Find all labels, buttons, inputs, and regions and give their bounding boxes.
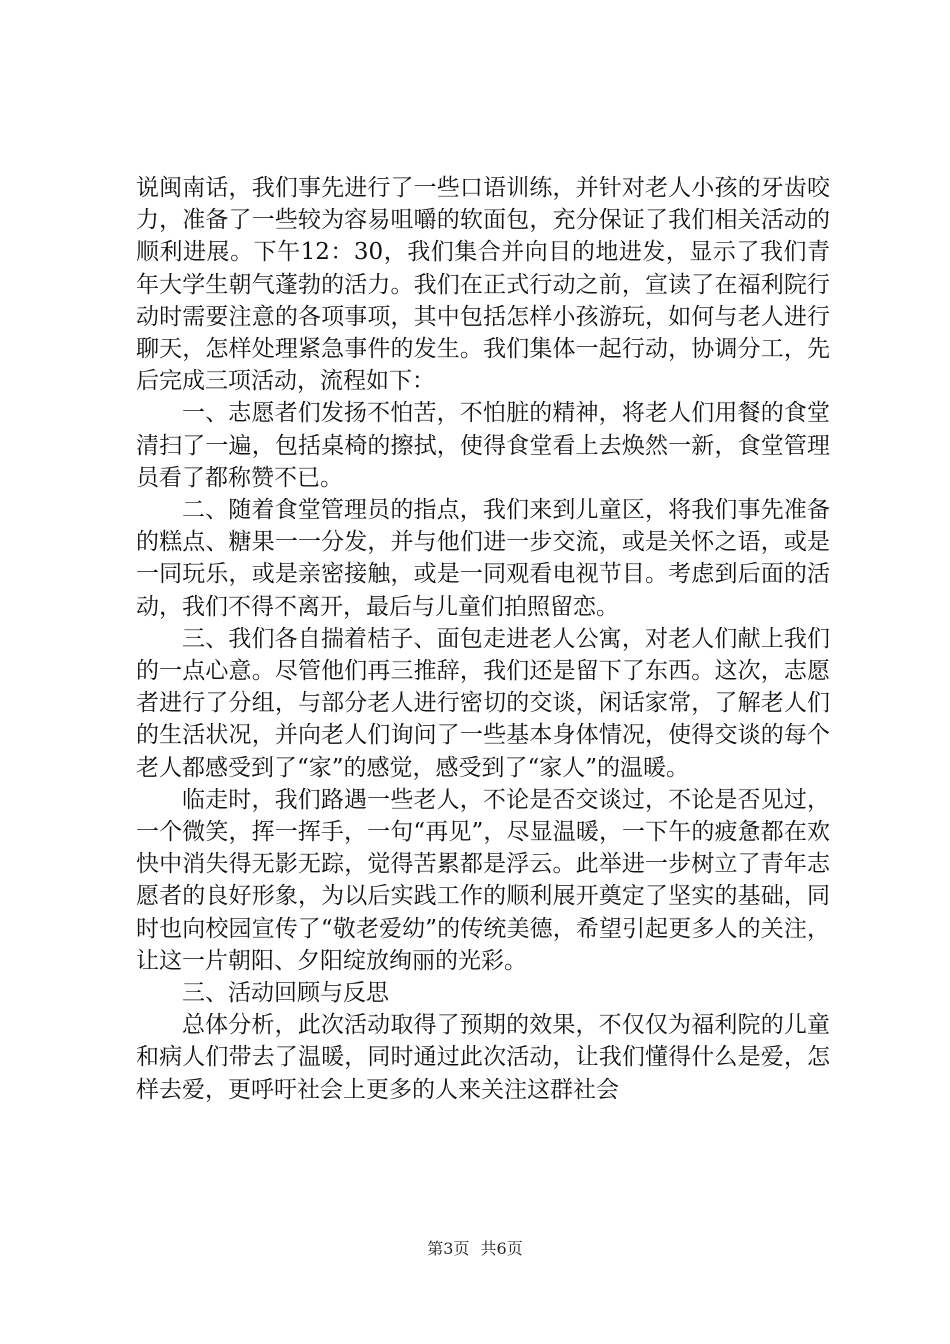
- paragraph-continuation: 说闽南话，我们事先进行了一些口语训练，并针对老人小孩的牙齿咬力，准备了一些较为容易咀嚼的软面包，充分保证了我们相关活动的顺利进展。下午12：30，我们集合并向目的地进发，显示了我们青年大学生朝气蓬勃的活力。我们在正式行动之前，宣读了在福利院行动时需要注意的各项事项，其中包括怎样小孩游玩，如何与老人进行聊天，怎样处理紧急事件的发生。我们集体一起行动，协调分工，先后完成三项活动，流程如下：: [136, 175, 830, 395]
- document-body: [136, 172, 830, 1106]
- paragraph-item-1: 一、志愿者们发扬不怕苦，不怕脏的精神，将老人们用餐的食堂清扫了一遍，包括桌椅的擦拭，使得食堂看上去焕然一新，食堂管理员看了都称赞不已。: [136, 400, 830, 491]
- page-number: 第3页: [427, 1239, 470, 1258]
- paragraph-summary: 总体分析，此次活动取得了预期的效果，不仅仅为福利院的儿童和病人们带去了温暖，同时通过此次活动，让我们懂得什么是爱，怎样去爱，更呼吁社会上更多的人来关注这群社会: [136, 1012, 830, 1103]
- page-footer: [0, 1236, 950, 1259]
- section-heading: 三、活动回顾与反思: [182, 980, 389, 1007]
- paragraph-item-2: 二、随着食堂管理员的指点，我们来到儿童区，将我们事先准备的糕点、糖果一一分发，并与他们进一步交流，或是关怀之语，或是一同玩乐，或是亲密接触，或是一同观看电视节目。考虑到后面的活动，我们不得不离开，最后与儿童们拍照留恋。: [136, 497, 830, 620]
- paragraph-item-3: 三、我们各自揣着桔子、面包走进老人公寓，对老人们献上我们的一点心意。尽管他们再三推辞，我们还是留下了东西。这次，志愿者进行了分组，与部分老人进行密切的交谈，闲话家常，了解老人们的生活状况，并向老人们询问了一些基本身体情况，使得交谈的每个老人都感受到了“家”的感觉，感受到了“家人”的温暖。: [136, 625, 830, 781]
- page-total: 共6页: [480, 1239, 523, 1258]
- paragraph-departure: 临走时，我们路遇一些老人，不论是否交谈过，不论是否见过，一个微笑，挥一挥手，一句“再见”，尽显温暖，一下午的疲惫都在欢快中消失得无影无踪，觉得苦累都是浮云。此举进一步树立了青年志愿者的良好形象，为以后实践工作的顺利展开奠定了坚实的基础，同时也向校园宣传了“敬老爱幼”的传统美德，希望引起更多人的关注，让这一片朝阳、夕阳绽放绚丽的光彩。: [136, 786, 830, 974]
